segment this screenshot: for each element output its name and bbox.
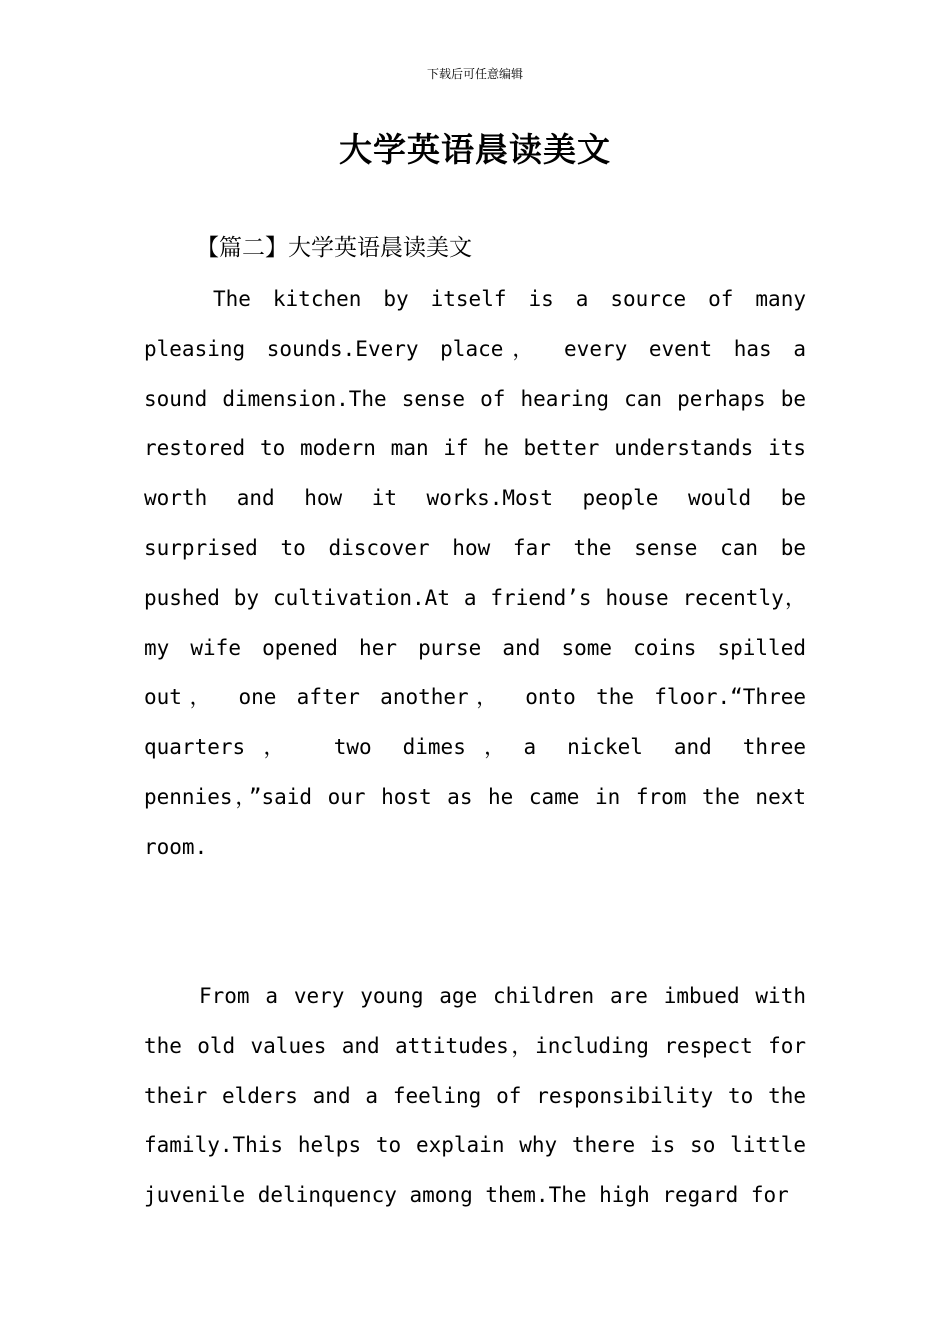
page-title: 大学英语晨读美文 <box>339 130 611 169</box>
paragraph-children-values: From a very young age children are imbued with the old values and attitudes，including respect for their elders and a feeling of responsibility to the family.This helps to explain why there is so little juvenile delinquency among them.The high regard for <box>144 984 806 1208</box>
header-note: 下载后可任意编辑 <box>426 67 523 81</box>
section-heading: 【篇二】大学英语晨读美文 <box>196 235 472 261</box>
paragraph-kitchen-sounds: The kitchen by itself is a source of many pleasing sounds.Every place， every event has a sound dimension.The sense of hearing can perhaps be restored to modern man if he better understands its worth and how it works.Most people would be surprised to discover how far the sense can be pushed by cultivation.At a friend’s house recently，my wife opened her purse and some coins spilled out， one after another， onto the floor.“Three quarters， two dimes，a nickel and three pennies，”said our host as he came in from the next room. <box>144 287 806 859</box>
